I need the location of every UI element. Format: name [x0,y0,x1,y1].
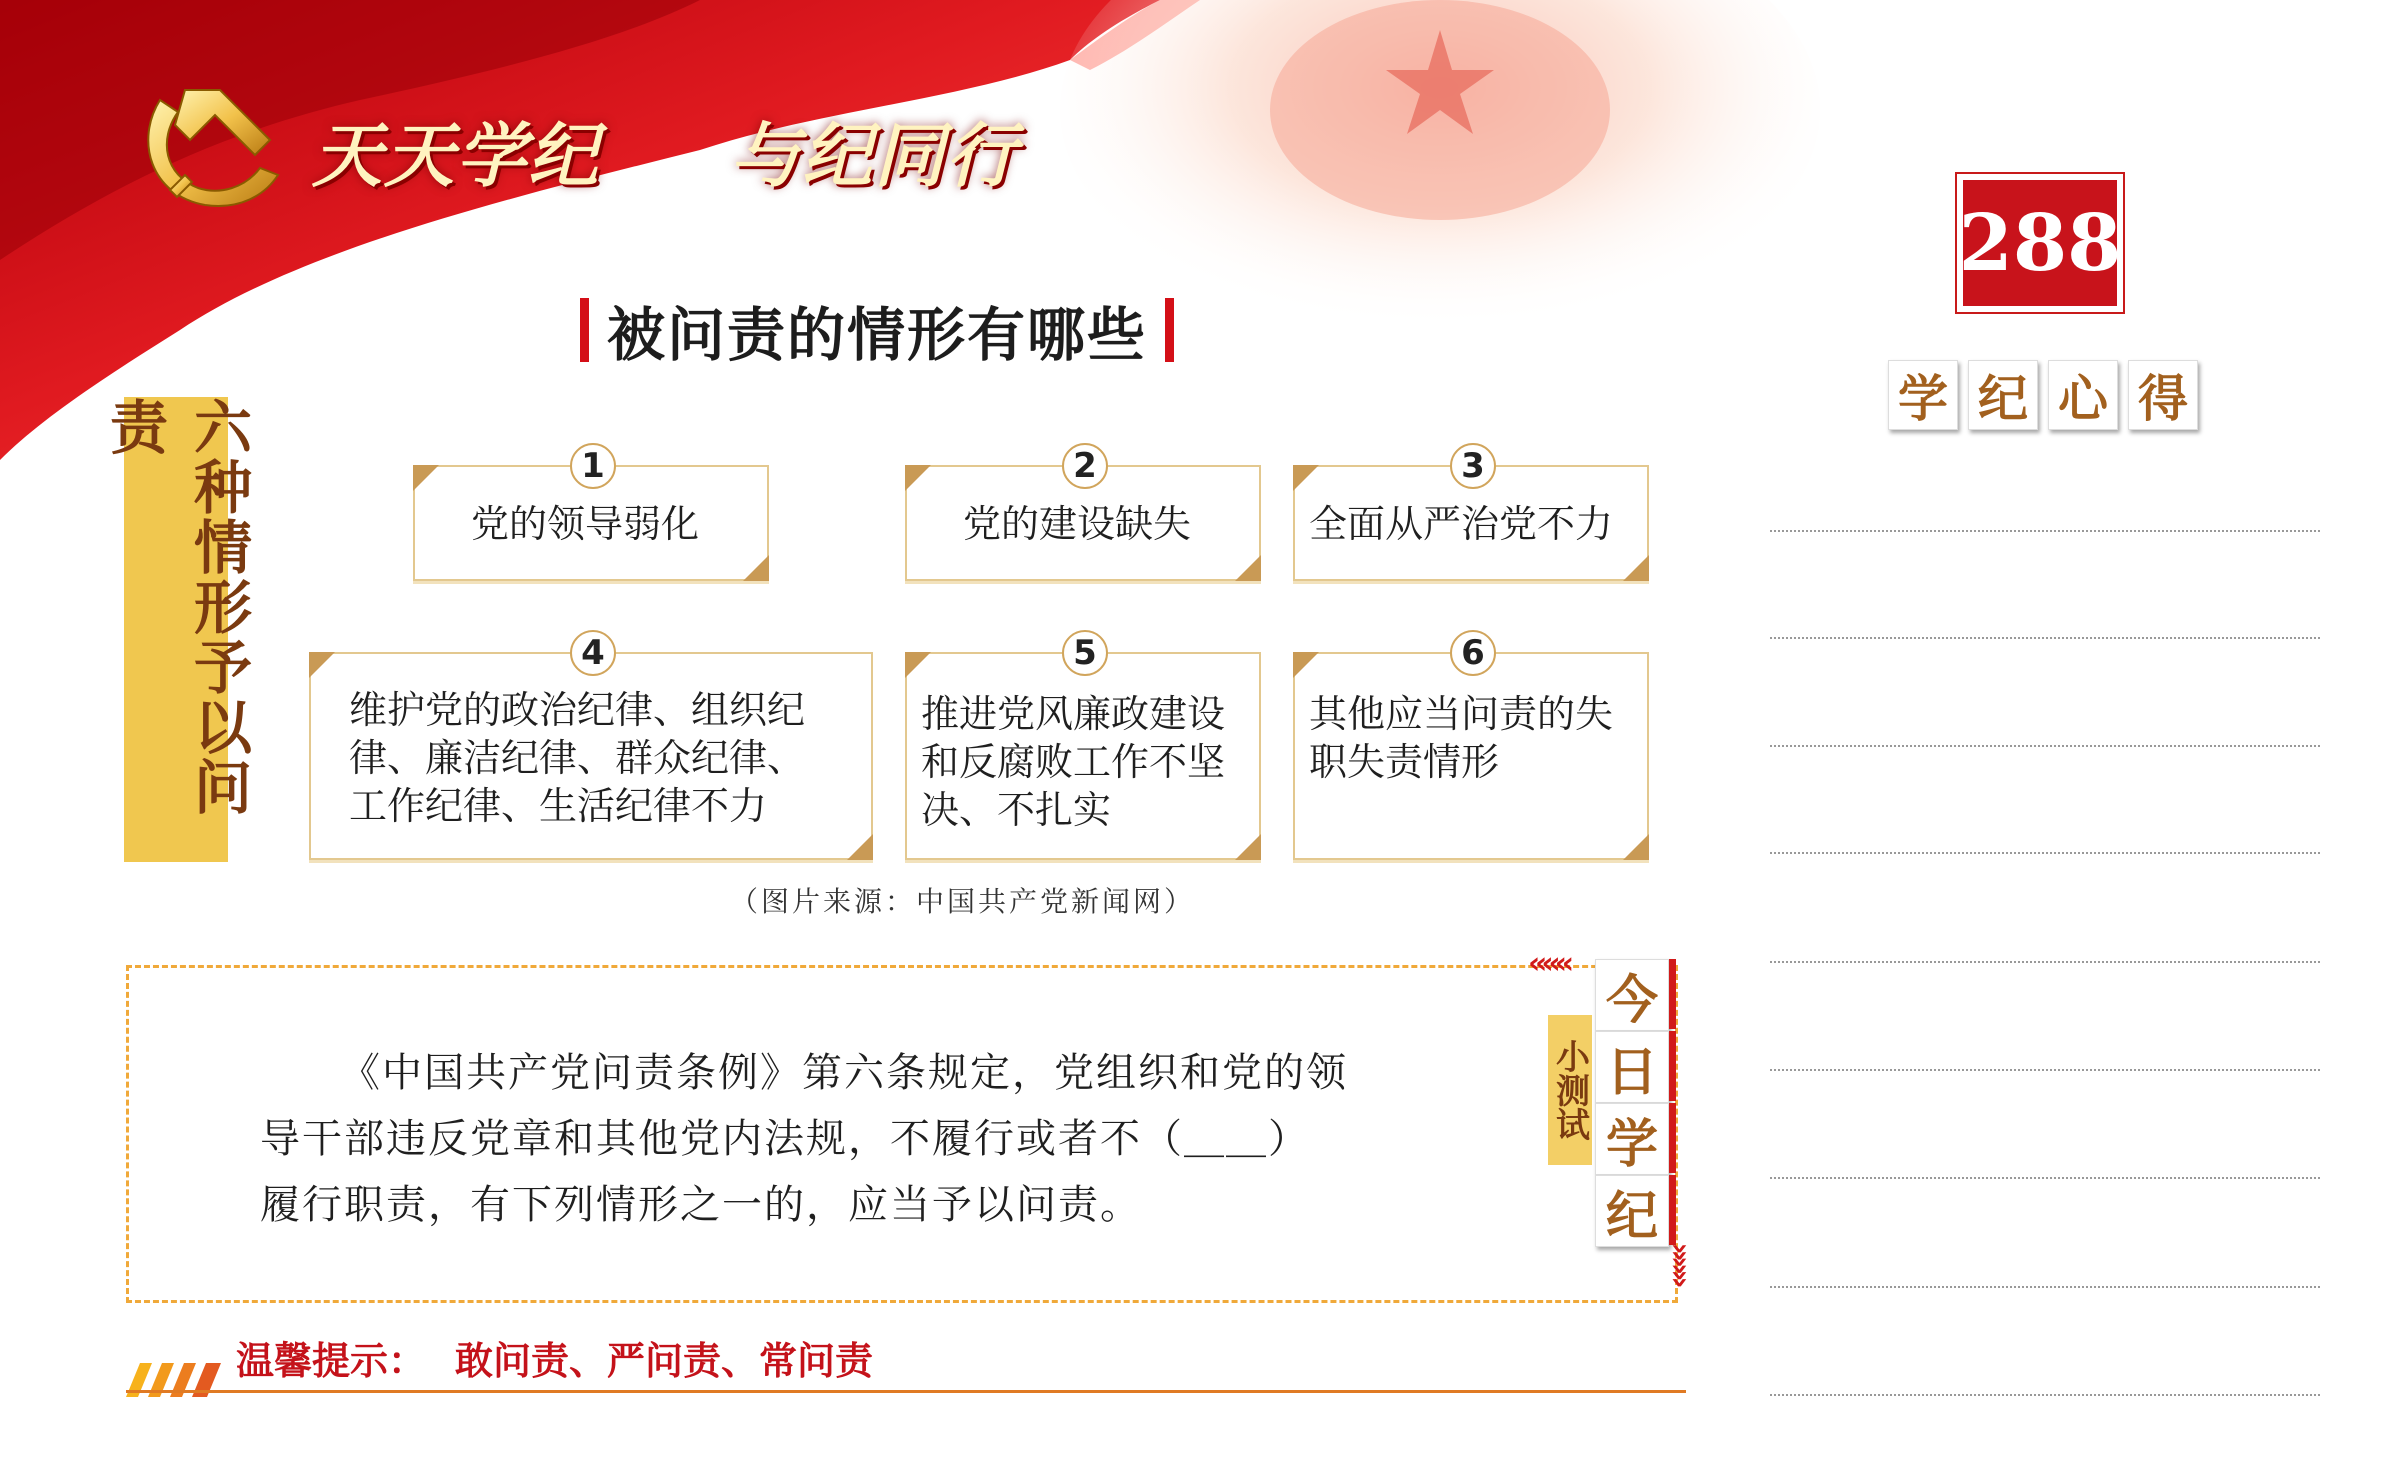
situation-card-1 [413,446,769,581]
quiz-line: 导干部违反党章和其他党内法规，不履行或者不（＿＿） [260,1116,1310,1162]
page-title-text: 被问责的情形有哪些 [607,301,1148,369]
card-text [349,686,805,830]
card-text: 全面从严治党不力 [1309,502,1614,546]
card-text-line: 其他应当问责的失 [1309,692,1614,736]
situation-card-3 [1293,446,1649,581]
card-text-line: 维护党的政治纪律、组织纪 [349,688,806,732]
note-line [1770,1394,2320,1396]
card-number: 3 [1450,443,1496,489]
tab-char: 学 [1595,1103,1669,1175]
notes-title-char: 心 [2048,360,2118,430]
card-text: 党的建设缺失 [963,502,1192,546]
notes-title-char: 学 [1888,360,1958,430]
card-number: 6 [1450,630,1496,676]
card-text [921,690,1225,834]
card-text-line: 职失责情形 [1309,740,1500,784]
quiz-text [260,1040,1460,1238]
title-bar-right [1165,298,1174,362]
notes-panel-title [1888,360,2198,428]
tip-content: 敢问责、严问责、常问责 [455,1339,874,1383]
card-text-line: 推进党风廉政建设 [921,692,1226,736]
chevrons-down-icon: »»» [1662,1242,1698,1283]
card-number: 5 [1062,630,1108,676]
note-line [1770,852,2320,854]
card-number: 4 [570,630,616,676]
card-text: 党的领导弱化 [471,502,700,546]
quiz-line: 《中国共产党问责条例》第六条规定，党组织和党的领 [340,1050,1348,1096]
card-text-line: 决、不扎实 [921,788,1112,832]
note-line [1770,745,2320,747]
side-label-text: 六种情形予以问责 [100,397,252,817]
image-source: （图片来源：中国共产党新闻网） [730,885,1196,918]
tip-underline [126,1390,1686,1393]
note-line [1770,1286,2320,1288]
tip-label: 温馨提示： [236,1339,427,1383]
chevrons-left-icon: ««« [1528,946,1569,981]
situation-card-2 [905,446,1261,581]
card-number: 1 [570,443,616,489]
slogan-right: 与纪同行 [730,114,1018,197]
card-text-line: 工作纪律、生活纪律不力 [349,784,768,828]
note-line [1770,961,2320,963]
issue-number-badge [1955,172,2125,314]
page-title [580,290,1174,370]
quiz-label [1548,1015,1592,1165]
slogan-left: 天天学纪 [312,114,600,197]
today-study-tab [1595,955,1685,1247]
note-line [1770,1177,2320,1179]
quiz-line: 履行职责，有下列情形之一的，应当予以问责。 [260,1182,1142,1228]
card-number: 2 [1062,443,1108,489]
side-label [100,397,252,862]
title-bar-left [580,298,589,362]
note-line [1770,637,2320,639]
tab-char: 今 [1595,959,1669,1031]
tab-char: 日 [1595,1031,1669,1103]
notes-title-char: 纪 [1968,360,2038,430]
issue-number: 288 [1958,197,2122,289]
notes-title-char: 得 [2128,360,2198,430]
quiz-label-text: 小测试 [1549,1039,1590,1141]
card-text-line: 和反腐败工作不坚 [921,740,1226,784]
card-text-line: 律、廉洁纪律、群众纪律、 [349,736,806,780]
tab-char: 纪 [1595,1175,1669,1247]
card-text [1309,690,1613,786]
note-line [1770,1069,2320,1071]
note-line [1770,530,2320,532]
party-emblem-icon [130,70,290,225]
emblem-background [1050,0,1830,340]
situation-card-5 [905,633,1261,860]
situation-card-4 [309,633,873,860]
situation-card-6 [1293,633,1649,860]
